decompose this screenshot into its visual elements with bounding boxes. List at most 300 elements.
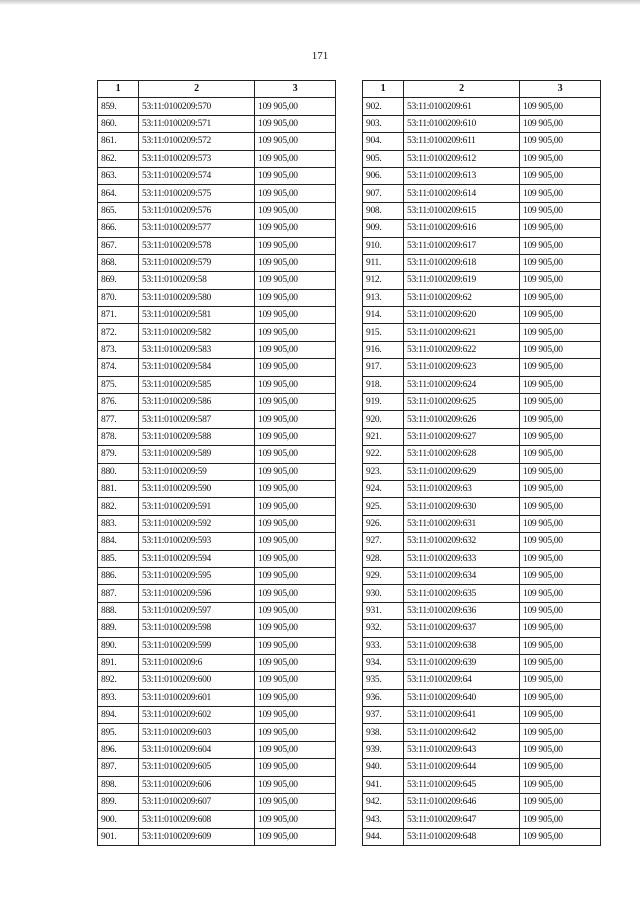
- cadastral-number: 53:11:0100209:643: [404, 741, 520, 758]
- cadastral-value: 109 905,00: [255, 463, 336, 480]
- cadastral-number: 53:11:0100209:584: [139, 359, 255, 376]
- row-number: 919.: [363, 394, 404, 411]
- table-row: [98, 602, 336, 619]
- cadastral-value: 109 905,00: [255, 254, 336, 271]
- cadastral-number: 53:11:0100209:603: [139, 724, 255, 741]
- cadastral-number: 53:11:0100209:606: [139, 776, 255, 793]
- cadastral-number: 53:11:0100209:579: [139, 254, 255, 271]
- cadastral-value: 109 905,00: [520, 115, 601, 132]
- table-row: [98, 237, 336, 254]
- table-row: [363, 133, 601, 150]
- row-number: 912.: [363, 272, 404, 289]
- row-number: 861.: [98, 133, 139, 150]
- row-number: 908.: [363, 202, 404, 219]
- row-number: 909.: [363, 220, 404, 237]
- cadastral-number: 53:11:0100209:592: [139, 515, 255, 532]
- cadastral-number: 53:11:0100209:615: [404, 202, 520, 219]
- row-number: 931.: [363, 602, 404, 619]
- row-number: 924.: [363, 480, 404, 497]
- table-row: [363, 498, 601, 515]
- cadastral-value: 109 905,00: [255, 533, 336, 550]
- cadastral-number: 53:11:0100209:578: [139, 237, 255, 254]
- row-number: 870.: [98, 289, 139, 306]
- row-number: 879.: [98, 446, 139, 463]
- table-row: [98, 359, 336, 376]
- cadastral-number: 53:11:0100209:58: [139, 272, 255, 289]
- cadastral-number: 53:11:0100209:594: [139, 550, 255, 567]
- table-row: [363, 446, 601, 463]
- table-row: [98, 498, 336, 515]
- page-number: 171: [311, 50, 329, 62]
- table-row: [98, 289, 336, 306]
- table-row: [98, 672, 336, 689]
- table-row: [98, 411, 336, 428]
- row-number: 884.: [98, 533, 139, 550]
- cadastral-number: 53:11:0100209:622: [404, 341, 520, 358]
- cadastral-value: 109 905,00: [255, 272, 336, 289]
- cadastral-value: 109 905,00: [520, 272, 601, 289]
- row-number: 885.: [98, 550, 139, 567]
- row-number: 925.: [363, 498, 404, 515]
- row-number: 865.: [98, 202, 139, 219]
- cadastral-value: 109 905,00: [255, 794, 336, 811]
- cadastral-value: 109 905,00: [255, 359, 336, 376]
- row-number: 927.: [363, 533, 404, 550]
- cadastral-number: 53:11:0100209:595: [139, 567, 255, 584]
- row-number: 923.: [363, 463, 404, 480]
- cadastral-value: 109 905,00: [520, 480, 601, 497]
- row-number: 899.: [98, 794, 139, 811]
- cadastral-value: 109 905,00: [255, 167, 336, 184]
- table-row: [363, 115, 601, 132]
- cadastral-value: 109 905,00: [520, 724, 601, 741]
- table-row: [98, 376, 336, 393]
- table-row: [98, 254, 336, 271]
- cadastral-value: 109 905,00: [520, 794, 601, 811]
- cadastral-number: 53:11:0100209:641: [404, 707, 520, 724]
- cadastral-number: 53:11:0100209:589: [139, 446, 255, 463]
- cadastral-number: 53:11:0100209:634: [404, 567, 520, 584]
- row-number: 872.: [98, 324, 139, 341]
- table-row: [363, 341, 601, 358]
- cadastral-value: 109 905,00: [520, 428, 601, 445]
- cadastral-number: 53:11:0100209:601: [139, 689, 255, 706]
- cadastral-number: 53:11:0100209:572: [139, 133, 255, 150]
- table-row: [363, 794, 601, 811]
- cadastral-number: 53:11:0100209:631: [404, 515, 520, 532]
- cadastral-number: 53:11:0100209:574: [139, 167, 255, 184]
- row-number: 880.: [98, 463, 139, 480]
- row-number: 898.: [98, 776, 139, 793]
- cadastral-number: 53:11:0100209:630: [404, 498, 520, 515]
- cadastral-number: 53:11:0100209:602: [139, 707, 255, 724]
- row-number: 894.: [98, 707, 139, 724]
- cadastral-value: 109 905,00: [520, 254, 601, 271]
- cadastral-number: 53:11:0100209:583: [139, 341, 255, 358]
- row-number: 873.: [98, 341, 139, 358]
- row-number: 878.: [98, 428, 139, 445]
- cadastral-number: 53:11:0100209:611: [404, 133, 520, 150]
- row-number: 933.: [363, 637, 404, 654]
- cadastral-value: 109 905,00: [255, 237, 336, 254]
- table-row: [363, 550, 601, 567]
- cadastral-number: 53:11:0100209:593: [139, 533, 255, 550]
- row-number: 883.: [98, 515, 139, 532]
- table-row: [98, 585, 336, 602]
- cadastral-value: 109 905,00: [255, 811, 336, 828]
- table-row: [363, 689, 601, 706]
- table-row: [363, 272, 601, 289]
- cadastral-value: 109 905,00: [255, 620, 336, 637]
- row-number: 863.: [98, 167, 139, 184]
- row-number: 905.: [363, 150, 404, 167]
- table-row: [98, 724, 336, 741]
- cadastral-number: 53:11:0100209:573: [139, 150, 255, 167]
- cadastral-number: 53:11:0100209:609: [139, 828, 255, 845]
- row-number: 874.: [98, 359, 139, 376]
- cadastral-value: 109 905,00: [255, 411, 336, 428]
- row-number: 913.: [363, 289, 404, 306]
- cadastral-value: 109 905,00: [520, 828, 601, 845]
- table-row: [363, 307, 601, 324]
- cadastral-number: 53:11:0100209:577: [139, 220, 255, 237]
- row-number: 915.: [363, 324, 404, 341]
- table-row: [363, 759, 601, 776]
- table-row: [363, 533, 601, 550]
- cadastral-value: 109 905,00: [255, 307, 336, 324]
- cadastral-number: 53:11:0100209:621: [404, 324, 520, 341]
- cadastral-value: 109 905,00: [255, 672, 336, 689]
- table-row: [363, 254, 601, 271]
- cadastral-value: 109 905,00: [255, 428, 336, 445]
- row-number: 869.: [98, 272, 139, 289]
- row-number: 866.: [98, 220, 139, 237]
- cadastral-value: 109 905,00: [255, 480, 336, 497]
- cadastral-number: 53:11:0100209:59: [139, 463, 255, 480]
- table-row: [363, 707, 601, 724]
- cadastral-value: 109 905,00: [520, 376, 601, 393]
- cadastral-value: 109 905,00: [520, 672, 601, 689]
- cadastral-value: 109 905,00: [255, 394, 336, 411]
- row-number: 910.: [363, 237, 404, 254]
- row-number: 921.: [363, 428, 404, 445]
- table-row: [363, 515, 601, 532]
- row-number: 882.: [98, 498, 139, 515]
- row-number: 944.: [363, 828, 404, 845]
- cadastral-value: 109 905,00: [520, 515, 601, 532]
- cadastral-number: 53:11:0100209:644: [404, 759, 520, 776]
- table-row: [98, 759, 336, 776]
- row-number: 871.: [98, 307, 139, 324]
- cadastral-value: 109 905,00: [520, 133, 601, 150]
- cadastral-value: 109 905,00: [255, 133, 336, 150]
- table-row: [363, 741, 601, 758]
- cadastral-value: 109 905,00: [255, 98, 336, 115]
- cadastral-number: 53:11:0100209:617: [404, 237, 520, 254]
- table-row: [98, 654, 336, 671]
- row-number: 890.: [98, 637, 139, 654]
- table-row: [98, 689, 336, 706]
- table-row: [363, 828, 601, 845]
- table-header-row: [363, 81, 601, 98]
- cadastral-number: 53:11:0100209:588: [139, 428, 255, 445]
- cadastral-number: 53:11:0100209:639: [404, 654, 520, 671]
- row-number: 897.: [98, 759, 139, 776]
- row-number: 906.: [363, 167, 404, 184]
- row-number: 930.: [363, 585, 404, 602]
- row-number: 920.: [363, 411, 404, 428]
- cadastral-value: 109 905,00: [255, 515, 336, 532]
- cadastral-value: 109 905,00: [255, 115, 336, 132]
- row-number: 934.: [363, 654, 404, 671]
- cadastral-number: 53:11:0100209:576: [139, 202, 255, 219]
- row-number: 876.: [98, 394, 139, 411]
- row-number: 926.: [363, 515, 404, 532]
- column-header-value: 3: [255, 81, 336, 98]
- cadastral-number: 53:11:0100209:64: [404, 672, 520, 689]
- table-header-row: [98, 81, 336, 98]
- row-number: 935.: [363, 672, 404, 689]
- cadastral-value: 109 905,00: [255, 654, 336, 671]
- cadastral-number: 53:11:0100209:623: [404, 359, 520, 376]
- cadastral-value: 109 905,00: [520, 341, 601, 358]
- table-row: [98, 98, 336, 115]
- cadastral-number: 53:11:0100209:596: [139, 585, 255, 602]
- row-number: 928.: [363, 550, 404, 567]
- cadastral-number: 53:11:0100209:646: [404, 794, 520, 811]
- cadastral-number: 53:11:0100209:627: [404, 428, 520, 445]
- cadastral-number: 53:11:0100209:597: [139, 602, 255, 619]
- row-number: 939.: [363, 741, 404, 758]
- row-number: 904.: [363, 133, 404, 150]
- cadastral-number: 53:11:0100209:618: [404, 254, 520, 271]
- cadastral-number: 53:11:0100209:616: [404, 220, 520, 237]
- table-row: [98, 828, 336, 845]
- table-row: [363, 376, 601, 393]
- cadastral-value: 109 905,00: [520, 150, 601, 167]
- cadastral-value: 109 905,00: [255, 637, 336, 654]
- row-number: 907.: [363, 185, 404, 202]
- cadastral-value: 109 905,00: [520, 741, 601, 758]
- cadastral-number: 53:11:0100209:637: [404, 620, 520, 637]
- cadastral-number: 53:11:0100209:585: [139, 376, 255, 393]
- table-row: [363, 637, 601, 654]
- cadastral-value: 109 905,00: [520, 359, 601, 376]
- cadastral-number: 53:11:0100209:613: [404, 167, 520, 184]
- cadastral-number: 53:11:0100209:632: [404, 533, 520, 550]
- row-number: 943.: [363, 811, 404, 828]
- table-row: [98, 620, 336, 637]
- cadastral-number: 53:11:0100209:63: [404, 480, 520, 497]
- table-row: [363, 724, 601, 741]
- table-row: [363, 150, 601, 167]
- table-row: [98, 220, 336, 237]
- cadastral-number: 53:11:0100209:570: [139, 98, 255, 115]
- table-row: [98, 428, 336, 445]
- table-row: [363, 585, 601, 602]
- cadastral-value: 109 905,00: [255, 498, 336, 515]
- row-number: 900.: [98, 811, 139, 828]
- cadastral-value: 109 905,00: [255, 202, 336, 219]
- table-row: [98, 150, 336, 167]
- cadastral-number: 53:11:0100209:580: [139, 289, 255, 306]
- row-number: 868.: [98, 254, 139, 271]
- table-row: [98, 515, 336, 532]
- table-row: [363, 567, 601, 584]
- cadastral-value: 109 905,00: [255, 724, 336, 741]
- cadastral-number: 53:11:0100209:590: [139, 480, 255, 497]
- table-row: [98, 115, 336, 132]
- row-number: 911.: [363, 254, 404, 271]
- cadastral-value: 109 905,00: [520, 411, 601, 428]
- column-header-cadastral: 2: [404, 81, 520, 98]
- cadastral-value: 109 905,00: [520, 620, 601, 637]
- table-row: [363, 202, 601, 219]
- cadastral-value: 109 905,00: [520, 533, 601, 550]
- cadastral-number: 53:11:0100209:591: [139, 498, 255, 515]
- table-row: [363, 620, 601, 637]
- cadastral-value: 109 905,00: [255, 289, 336, 306]
- row-number: 942.: [363, 794, 404, 811]
- table-row: [98, 394, 336, 411]
- cadastral-value: 109 905,00: [255, 741, 336, 758]
- cadastral-value: 109 905,00: [520, 550, 601, 567]
- cadastral-value: 109 905,00: [255, 376, 336, 393]
- table-row: [98, 637, 336, 654]
- cadastral-value: 109 905,00: [255, 150, 336, 167]
- cadastral-value: 109 905,00: [255, 341, 336, 358]
- cadastral-value: 109 905,00: [520, 289, 601, 306]
- cadastral-value: 109 905,00: [255, 585, 336, 602]
- row-number: 902.: [363, 98, 404, 115]
- table-row: [98, 185, 336, 202]
- cadastral-value: 109 905,00: [520, 237, 601, 254]
- table-row: [98, 794, 336, 811]
- row-number: 896.: [98, 741, 139, 758]
- row-number: 881.: [98, 480, 139, 497]
- cadastral-number: 53:11:0100209:587: [139, 411, 255, 428]
- table-row: [363, 428, 601, 445]
- cadastral-value: 109 905,00: [520, 637, 601, 654]
- table-row: [363, 463, 601, 480]
- cadastral-value: 109 905,00: [520, 811, 601, 828]
- cadastral-number: 53:11:0100209:571: [139, 115, 255, 132]
- cadastral-value: 109 905,00: [255, 324, 336, 341]
- table-row: [363, 237, 601, 254]
- table-row: [363, 324, 601, 341]
- table-row: [363, 672, 601, 689]
- table-row: [363, 811, 601, 828]
- cadastral-value: 109 905,00: [520, 602, 601, 619]
- cadastral-number: 53:11:0100209:610: [404, 115, 520, 132]
- cadastral-value: 109 905,00: [520, 185, 601, 202]
- cadastral-value: 109 905,00: [520, 220, 601, 237]
- cadastral-number: 53:11:0100209:605: [139, 759, 255, 776]
- cadastral-number: 53:11:0100209:645: [404, 776, 520, 793]
- row-number: 922.: [363, 446, 404, 463]
- cadastral-value: 109 905,00: [520, 394, 601, 411]
- row-number: 917.: [363, 359, 404, 376]
- row-number: 901.: [98, 828, 139, 845]
- table-row: [98, 324, 336, 341]
- row-number: 895.: [98, 724, 139, 741]
- cadastral-value: 109 905,00: [255, 689, 336, 706]
- table-row: [363, 776, 601, 793]
- cadastral-number: 53:11:0100209:614: [404, 185, 520, 202]
- table-row: [98, 480, 336, 497]
- row-number: 937.: [363, 707, 404, 724]
- table-row: [98, 567, 336, 584]
- cadastral-number: 53:11:0100209:640: [404, 689, 520, 706]
- cadastral-number: 53:11:0100209:61: [404, 98, 520, 115]
- row-number: 918.: [363, 376, 404, 393]
- cadastral-number: 53:11:0100209:628: [404, 446, 520, 463]
- cadastral-number: 53:11:0100209:633: [404, 550, 520, 567]
- column-header-number: 1: [98, 81, 139, 98]
- table-right: [362, 80, 601, 846]
- table-row: [98, 533, 336, 550]
- table-row: [363, 98, 601, 115]
- scan-edge-shadow: [0, 0, 640, 5]
- cadastral-number: 53:11:0100209:62: [404, 289, 520, 306]
- cadastral-value: 109 905,00: [255, 446, 336, 463]
- table-row: [363, 220, 601, 237]
- cadastral-value: 109 905,00: [255, 602, 336, 619]
- cadastral-value: 109 905,00: [520, 689, 601, 706]
- cadastral-number: 53:11:0100209:599: [139, 637, 255, 654]
- row-number: 914.: [363, 307, 404, 324]
- cadastral-number: 53:11:0100209:581: [139, 307, 255, 324]
- cadastral-number: 53:11:0100209:582: [139, 324, 255, 341]
- cadastral-number: 53:11:0100209:6: [139, 654, 255, 671]
- row-number: 877.: [98, 411, 139, 428]
- table-row: [363, 602, 601, 619]
- cadastral-number: 53:11:0100209:607: [139, 794, 255, 811]
- table-row: [98, 272, 336, 289]
- table-row: [98, 776, 336, 793]
- cadastral-number: 53:11:0100209:648: [404, 828, 520, 845]
- row-number: 938.: [363, 724, 404, 741]
- row-number: 932.: [363, 620, 404, 637]
- cadastral-number: 53:11:0100209:626: [404, 411, 520, 428]
- row-number: 929.: [363, 567, 404, 584]
- cadastral-value: 109 905,00: [520, 567, 601, 584]
- row-number: 867.: [98, 237, 139, 254]
- row-number: 864.: [98, 185, 139, 202]
- cadastral-number: 53:11:0100209:575: [139, 185, 255, 202]
- cadastral-value: 109 905,00: [255, 567, 336, 584]
- row-number: 893.: [98, 689, 139, 706]
- row-number: 936.: [363, 689, 404, 706]
- cadastral-value: 109 905,00: [255, 828, 336, 845]
- row-number: 916.: [363, 341, 404, 358]
- cadastral-value: 109 905,00: [520, 98, 601, 115]
- row-number: 862.: [98, 150, 139, 167]
- cadastral-value: 109 905,00: [255, 759, 336, 776]
- table-row: [363, 185, 601, 202]
- table-row: [98, 133, 336, 150]
- cadastral-number: 53:11:0100209:647: [404, 811, 520, 828]
- cadastral-number: 53:11:0100209:604: [139, 741, 255, 758]
- cadastral-number: 53:11:0100209:612: [404, 150, 520, 167]
- table-row: [363, 167, 601, 184]
- cadastral-value: 109 905,00: [255, 220, 336, 237]
- cadastral-value: 109 905,00: [520, 759, 601, 776]
- cadastral-value: 109 905,00: [520, 202, 601, 219]
- cadastral-number: 53:11:0100209:624: [404, 376, 520, 393]
- cadastral-value: 109 905,00: [520, 707, 601, 724]
- row-number: 859.: [98, 98, 139, 115]
